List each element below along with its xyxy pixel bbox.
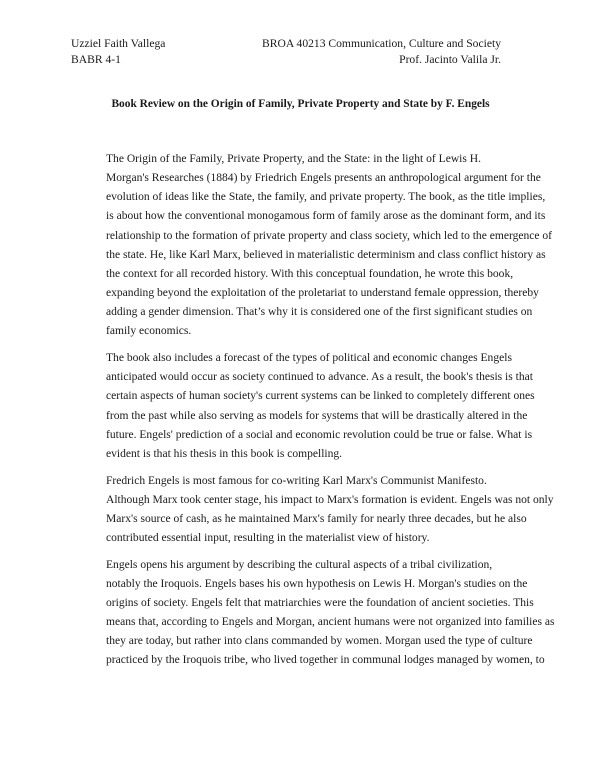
text-line: adding a gender dimension. That’s why it is considered one of the first significant studies on xyxy=(106,306,533,319)
header-row-1 xyxy=(71,36,501,52)
paragraph-3 xyxy=(71,472,554,549)
text-line: anticipated would occur as society continued to advance. As a result, the book's thesis is that xyxy=(106,371,533,384)
text-line: contributed essential input, resulting in the materialist view of history. xyxy=(106,531,430,544)
text-line: Fredrich Engels is most famous for co-writing Karl Marx's Communist Manifesto. xyxy=(106,474,487,487)
page-header xyxy=(71,36,501,67)
text-line: relationship to the formation of private property and class society, which led to the emergence of xyxy=(106,229,553,242)
text-line: evident is that his thesis in this book is compelling. xyxy=(106,447,343,460)
text-line: practiced by the Iroquois tribe, who lived together in communal lodges managed by women, to xyxy=(106,654,545,667)
text-line: the context for all recorded history. With this conceptual foundation, he wrote this book, xyxy=(106,267,514,280)
document-body xyxy=(71,150,555,678)
text-line: Morgan's Researches (1884) by Friedrich Engels presents an anthropological argument for the xyxy=(106,172,541,185)
text-line: The book also includes a forecast of the types of political and economic changes Engels xyxy=(106,352,512,365)
course-name: BROA 40213 Communication, Culture and Society xyxy=(262,37,501,50)
section-code: BABR 4-1 xyxy=(71,52,121,66)
text-line: evolution of ideas like the State, the family, and private property. The book, as the title implies, xyxy=(106,191,546,204)
text-line: Marx's source of cash, as he maintained Marx's family for nearly three decades, but he also xyxy=(106,512,527,525)
text-line: Engels opens his argument by describing the cultural aspects of a tribal civilization, xyxy=(106,558,493,571)
text-line: Although Marx took center stage, his impact to Marx's formation is evident. Engels was not only xyxy=(106,493,554,506)
paragraph-1 xyxy=(71,150,553,342)
text-line: future. Engels' prediction of a social and economic revolution could be true or false. What is xyxy=(106,428,533,441)
text-line: they are today, but rather into clans commanded by women. Morgan used the type of culture xyxy=(106,635,533,648)
text-line: notably the Iroquois. Engels bases his own hypothesis on Lewis H. Morgan's studies on the xyxy=(106,577,528,590)
text-line: certain aspects of human society's current systems can be linked to completely different ones xyxy=(106,390,535,403)
text-line: the state. He, like Karl Marx, believed in materialistic determinism and class conflict history as xyxy=(106,248,546,261)
author-name: Uzziel Faith Vallega xyxy=(71,37,166,50)
professor-name: Prof. Jacinto Valila Jr. xyxy=(399,52,501,66)
paragraph-2 xyxy=(71,349,533,464)
text-line: The Origin of the Family, Private Property, and the State: in the light of Lewis H. xyxy=(106,153,481,165)
text-line: family economics. xyxy=(106,325,192,338)
document-title: Book Review on the Origin of Family, Private Property and State by F. Engels xyxy=(111,98,490,110)
text-line: is about how the conventional monogamous form of family arose as the dominant form, and its xyxy=(106,210,546,223)
text-line: means that, according to Engels and Morgan, ancient humans were not organized into families as xyxy=(106,616,555,629)
paragraph-4 xyxy=(71,556,555,671)
text-line: from the past while also serving as models for systems that will be drastically altered in the xyxy=(106,409,528,422)
text-line: expanding beyond the exploitation of the proletariat to understand female oppression, thereby xyxy=(106,287,539,300)
text-line: origins of society. Engels felt that matriarchies were the foundation of ancient societies. This xyxy=(106,596,534,609)
header-row-2 xyxy=(71,52,501,68)
